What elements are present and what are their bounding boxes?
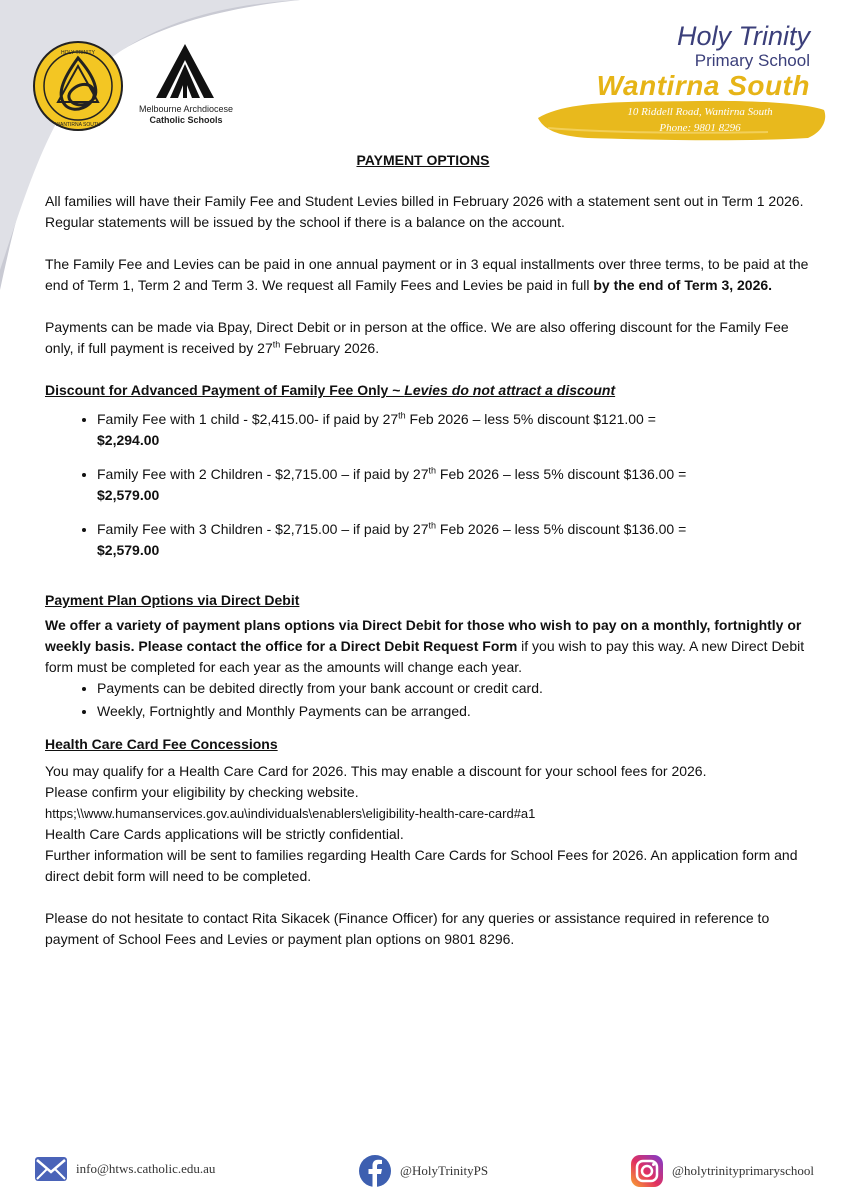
list-item (97, 519, 813, 561)
fee-sup: th (398, 410, 406, 421)
plan-list (45, 678, 813, 722)
intro-paragraph-2 (45, 254, 813, 296)
intro-p3-text: Payments can be made via Bpay, Direct Debit or in person at the office. We are also offering discount for the Family Fee only, if full payment is received by 27 (45, 319, 789, 356)
crest-top-text: HOLY TRINITY (61, 50, 95, 56)
instagram-icon (630, 1154, 664, 1188)
discount-list (45, 409, 813, 561)
school-crest-logo (32, 40, 124, 132)
crest-bottom-text: WANTIRNA SOUTH (55, 122, 101, 128)
address-text: 10 Riddell Road, Wantirna South (627, 106, 773, 118)
health-line-3: Health Care Cards applications will be strictly confidential. (45, 826, 404, 842)
fee-total: $2,294.00 (97, 432, 160, 448)
footer (0, 1150, 846, 1190)
archdiocese-logo (152, 42, 218, 100)
closing-paragraph: Please do not hesitate to contact Rita Sikacek (Finance Officer) for any queries or assistance required in reference to payment of School Fees and Levies or payment plan options on 9801 8296. (45, 910, 770, 947)
fee-total: $2,579.00 (97, 542, 160, 558)
intro-paragraph-1: All families will have their Family Fee and Student Levies billed in February 2026 with a statement sent out in Term 1 2026. Regular statements will be issued by the school if there is a balance on the account. (45, 193, 804, 230)
discount-heading-italic: Levies do not attract a discount (404, 382, 616, 398)
plan-heading: Payment Plan Options via Direct Debit (45, 592, 300, 608)
health-line-2: Please confirm your eligibility by checking website. (45, 784, 359, 800)
school-name-line3: Wantirna South (596, 70, 810, 101)
page-title: PAYMENT OPTIONS (356, 152, 490, 168)
school-name-line1: Holy Trinity (676, 21, 810, 51)
footer-facebook[interactable] (358, 1154, 488, 1188)
intro-p2-text: The Family Fee and Levies can be paid in one annual payment or in 3 equal installments over three terms, to be paid at the end of Term 1, Term 2 and Term 3. We request all Family Fees and Levies be paid in full (45, 256, 809, 293)
intro-p3-end: February 2026. (280, 340, 380, 356)
fee-text-end: Feb 2026 – less 5% discount $121.00 = (405, 411, 656, 427)
intro-paragraph-3 (45, 317, 813, 359)
fee-text: Family Fee with 3 Children - $2,715.00 – if paid by 27 (97, 521, 429, 537)
list-item: • Payments can be debited directly from your bank account or credit card. (97, 678, 813, 699)
health-heading: Health Care Card Fee Concessions (45, 736, 278, 752)
fee-text: Family Fee with 2 Children - $2,715.00 – if paid by 27 (97, 466, 429, 482)
fee-total: $2,579.00 (97, 487, 160, 503)
school-name-block (597, 20, 810, 102)
email-text: info@htws.catholic.edu.au (76, 1161, 216, 1176)
fee-sup: th (428, 520, 437, 531)
list-item: • Weekly, Fortnightly and Monthly Payments can be arranged. (97, 701, 813, 722)
fee-text-end: Feb 2026 – less 5% discount $136.00 = (436, 466, 687, 482)
list-item (97, 464, 813, 506)
intro-p2-bold: by the end of Term 3, 2026. (593, 277, 773, 293)
plan-paragraph (45, 615, 813, 678)
archdiocese-line1: Melbourne Archdiocese (138, 104, 234, 114)
discount-heading-text: Discount for Advanced Payment of Family Fee Only ~ (45, 382, 405, 398)
fee-text-end: Feb 2026 – less 5% discount $136.00 = (436, 521, 687, 537)
address-block (600, 104, 800, 136)
health-line-1: You may qualify for a Health Care Card for 2026. This may enable a discount for your school fees for 2026. (45, 763, 707, 779)
plan-bold-text: We offer a variety of payment plans options via Direct Debit for those who wish to pay on a monthly, fortnightly or weekly basis. Please contact the office for a Direct Debit Request Form (45, 617, 802, 654)
archdiocese-text (131, 104, 241, 126)
archdiocese-line2: Catholic Schools (149, 115, 223, 125)
email-icon (34, 1154, 68, 1184)
fee-text: Family Fee with 1 child - $2,415.00- if paid by 27 (97, 411, 399, 427)
list-item (97, 409, 813, 451)
facebook-icon (358, 1154, 392, 1188)
footer-instagram[interactable] (630, 1154, 814, 1188)
phone-text: Phone: 9801 8296 (659, 122, 741, 134)
instagram-text: @holytrinityprimaryschool (672, 1163, 814, 1178)
footer-email[interactable] (34, 1154, 215, 1184)
discount-heading (45, 380, 813, 401)
plan-rest-text: if you wish to pay this way. A new Direct Debit form must be completed for each year as the amounts will change each year. (45, 638, 805, 675)
health-line-4: Further information will be sent to families regarding Health Care Cards for School Fees for 2026. An application form and direct debit form will need to be completed. (45, 847, 798, 884)
school-name-line2: Primary School (694, 51, 810, 70)
fee-sup: th (428, 465, 437, 476)
intro-p3-sup: th (272, 339, 281, 350)
health-link: https;\\www.humanservices.gov.au\individuals\enablers\eligibility-health-care-card#a1 (45, 806, 536, 821)
document-body (45, 191, 813, 950)
facebook-text: @HolyTrinityPS (400, 1163, 489, 1178)
